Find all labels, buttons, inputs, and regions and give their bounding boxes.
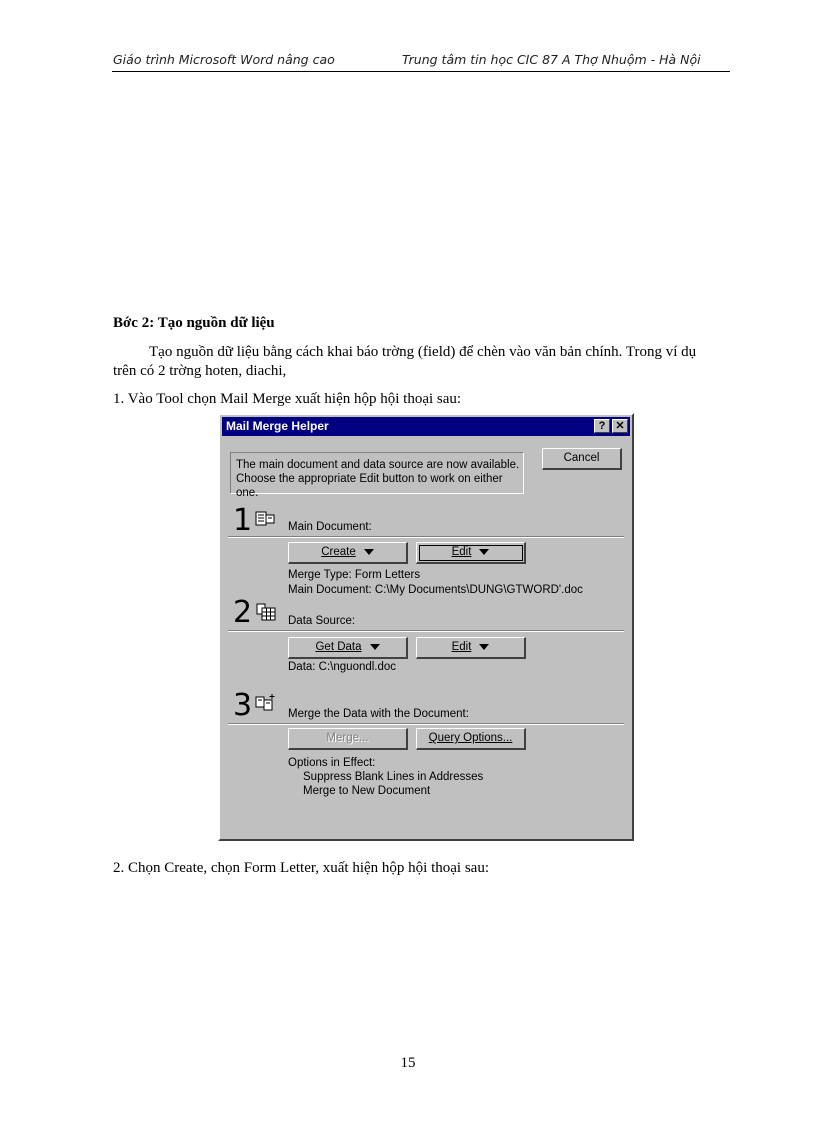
step-number-1: 1 [233, 503, 253, 538]
main-document-label: Main Document: [288, 521, 372, 533]
message-line-2: Choose the appropriate Edit button to work on either one. [236, 473, 503, 499]
section-2-divider [228, 630, 624, 632]
dialog-title: Mail Merge Helper [226, 419, 329, 433]
main-document-icon [255, 511, 275, 529]
data-source-icon [256, 603, 276, 621]
query-options-button[interactable] [416, 728, 526, 750]
merge-button[interactable]: Merge... [288, 728, 408, 750]
dialog-titlebar [222, 417, 630, 436]
data-edit-button[interactable] [416, 637, 526, 659]
get-data-label: Get Data [315, 641, 362, 653]
main-edit-dropdown-icon [479, 549, 489, 555]
data-edit-label: Edit [451, 641, 472, 653]
query-options-label: Query Options... [428, 732, 513, 744]
data-source-path: Data: C:\nguondl.doc [288, 661, 397, 673]
get-data-button[interactable] [288, 637, 408, 659]
step-number-3: 3 [233, 688, 253, 723]
option-merge-new-document: Merge to New Document [303, 785, 431, 797]
main-edit-button[interactable] [416, 542, 526, 564]
merge-label: Merge the Data with the Document: [288, 708, 469, 720]
step-1-text: 1. Vào Tool chọn Mail Merge xuất hiện hộp hội thoại sau: [113, 391, 462, 407]
page-number: 15 [400, 1055, 416, 1071]
options-title: Options in Effect: [288, 757, 376, 769]
cancel-button[interactable]: Cancel [542, 448, 622, 470]
paragraph-line-2: trên có 2 trờng hoten, diachi, [113, 363, 287, 379]
data-edit-dropdown-icon [479, 644, 489, 650]
merge-icon [255, 694, 275, 712]
paragraph-line-1: Tạo nguồn dữ liệu bằng cách khai báo trờng (field) để chèn vào văn bản chính. Trong ví dụ [149, 344, 697, 360]
create-button[interactable] [288, 542, 408, 564]
header-rule [112, 71, 730, 72]
section-3-divider [228, 723, 624, 725]
help-icon[interactable]: ? [594, 419, 610, 433]
data-source-label: Data Source: [288, 615, 356, 627]
main-document-path: Main Document: C:\My Documents\DUNG\GTWORD'.doc [288, 584, 583, 596]
section-1-divider [228, 536, 624, 538]
mail-merge-helper-dialog [218, 413, 634, 841]
header-right: Trung tâm tin học CIC 87 A Thợ Nhuộm - Hà Nội [402, 52, 701, 67]
step-number-2: 2 [233, 595, 253, 630]
create-label: Create [321, 546, 356, 558]
main-edit-label: Edit [451, 546, 472, 558]
message-line-1: The main document and data source are now available. [236, 459, 520, 471]
step-2-text: 2. Chọn Create, chọn Form Letter, xuất hiện hộp hội thoại sau: [113, 860, 489, 876]
section-heading: Bớc 2: Tạo nguồn dữ liệu [113, 315, 275, 331]
close-icon[interactable]: ✕ [612, 419, 628, 433]
merge-type-text: Merge Type: Form Letters [288, 569, 421, 581]
option-suppress-blank-lines: Suppress Blank Lines in Addresses [303, 771, 484, 783]
info-message [230, 452, 524, 499]
header-left: Giáo trình Microsoft Word nâng cao [113, 52, 335, 67]
get-data-dropdown-icon [370, 644, 380, 650]
create-dropdown-icon [364, 549, 374, 555]
